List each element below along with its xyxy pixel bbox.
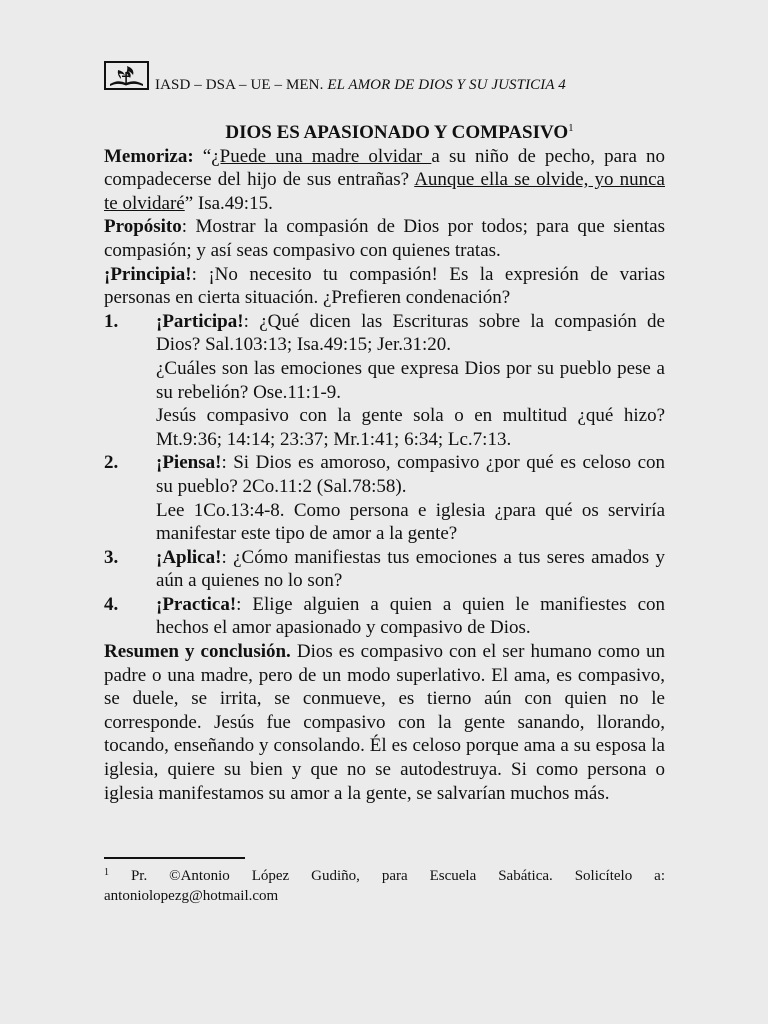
- proposito-label: Propósito: [104, 216, 182, 238]
- memoriza-paragraph: Memoriza: “¿Puede una madre olvidar a su niño de pecho, para no compadecerse del hijo de sus entrañas? Aunque ella se olvide, yo nunca te olvidaré” Isa.49:15.: [104, 145, 666, 214]
- list-item-label: ¡Aplica!: [156, 546, 222, 568]
- list-item-paragraph: ¡Aplica!: ¿Cómo manifiestas tus emociones a tus seres amados y aún a quienes no lo son?: [156, 546, 665, 592]
- list-item-participa: [104, 310, 665, 452]
- adventist-church-logo-icon: [104, 61, 149, 90]
- page-header: [104, 60, 665, 94]
- list-item-label: ¡Participa!: [156, 310, 244, 332]
- list-item-label: ¡Piensa!: [156, 452, 222, 474]
- footnote-mark: 1: [104, 867, 109, 878]
- list-item-number: 1.: [104, 310, 119, 332]
- list-item-paragraph: ¡Practica!: Elige alguien a quien a quien le manifiestes con hechos el amor apasionado y compasivo de Dios.: [156, 593, 665, 639]
- underlined-phrase: ¿Puede una madre olvidar: [211, 145, 432, 167]
- list-item-paragraph: ¡Piensa!: Si Dios es amoroso, compasivo ¿por qué es celoso con su pueblo? 2Co.11:2 (Sal.78:58).: [156, 452, 665, 497]
- footnote-reference: 1: [568, 122, 574, 134]
- underlined-phrase: Aunque ella se olvide, yo nunca te olvidaré: [104, 169, 665, 214]
- list-item-number: 3.: [104, 546, 119, 568]
- header-series-title: EL AMOR DE DIOS Y SU JUSTICIA 4: [327, 77, 566, 93]
- memoriza-label: Memoriza:: [104, 145, 194, 167]
- list-item-label: ¡Practica!: [156, 593, 237, 615]
- list-item-number: 4.: [104, 593, 119, 615]
- resumen-label: Resumen y conclusión.: [104, 641, 291, 663]
- resumen-paragraph: Resumen y conclusión. Dios es compasivo con el ser humano como un padre o una madre, pero de un modo superlativo. El ama, es compasivo, se duele, se irrita, se conmueve, es tierno aún con quien no le corresponde. Jesús fue compasivo con la gente sanando, llorando, tocando, enseñando y consolando. Él es celoso porque ama a su esposa la iglesia, quiere su bien y que no se autodestruya. Si como persona o iglesia manifestamos su amor a la gente, se salvarían muchos más.: [104, 641, 665, 804]
- list-item-piensa: [104, 451, 665, 545]
- footnote-divider: [104, 857, 245, 859]
- proposito-paragraph: Propósito: Mostrar la compasión de Dios por todos; para que sientas compasión; y así seas compasivo con quienes tratas.: [104, 216, 665, 261]
- principia-paragraph: ¡Principia!: ¡No necesito tu compasión! Es la expresión de varias personas en cierta situación. ¿Prefieren condenación?: [104, 263, 665, 309]
- footnote: $^1$ Pr. ©Antonio López Gudiño, para Escuela Sabática. Solicítelo a: antoniolopezg@hotmail.com: [104, 867, 665, 904]
- list-item-practica: [104, 593, 665, 640]
- logo-graphic: [106, 63, 147, 88]
- list-item-paragraph: Jesús compasivo con la gente sola o en multitud ¿qué hizo? Mt.9:36; 14:14; 23:37; Mr.1:41; 6:34; Lc.7:13.: [156, 405, 665, 450]
- list-item-aplica: [104, 546, 665, 593]
- list-item-paragraph: ¡Participa!: ¿Qué dicen las Escrituras sobre la compasión de Dios? Sal.103:13; Isa.49:15; Jer.31:20.: [156, 310, 665, 356]
- list-item-number: 2.: [104, 452, 119, 474]
- list-item-paragraph: ¿Cuáles son las emociones que expresa Dios por su pueblo pese a su rebelión? Ose.11:1-9.: [156, 357, 665, 403]
- page-title: DIOS ES APASIONADO Y COMPASIVO$^1$: [225, 122, 574, 143]
- document-body: [104, 121, 665, 805]
- principia-label: ¡Principia!: [104, 263, 192, 285]
- header-text: IASD – DSA – UE – MEN. EL AMOR DE DIOS Y SU JUSTICIA 4: [155, 77, 566, 93]
- list-item-paragraph: Lee 1Co.13:4-8. Como persona e iglesia ¿para qué os serviría manifestar este tipo de amor a la gente?: [156, 499, 665, 545]
